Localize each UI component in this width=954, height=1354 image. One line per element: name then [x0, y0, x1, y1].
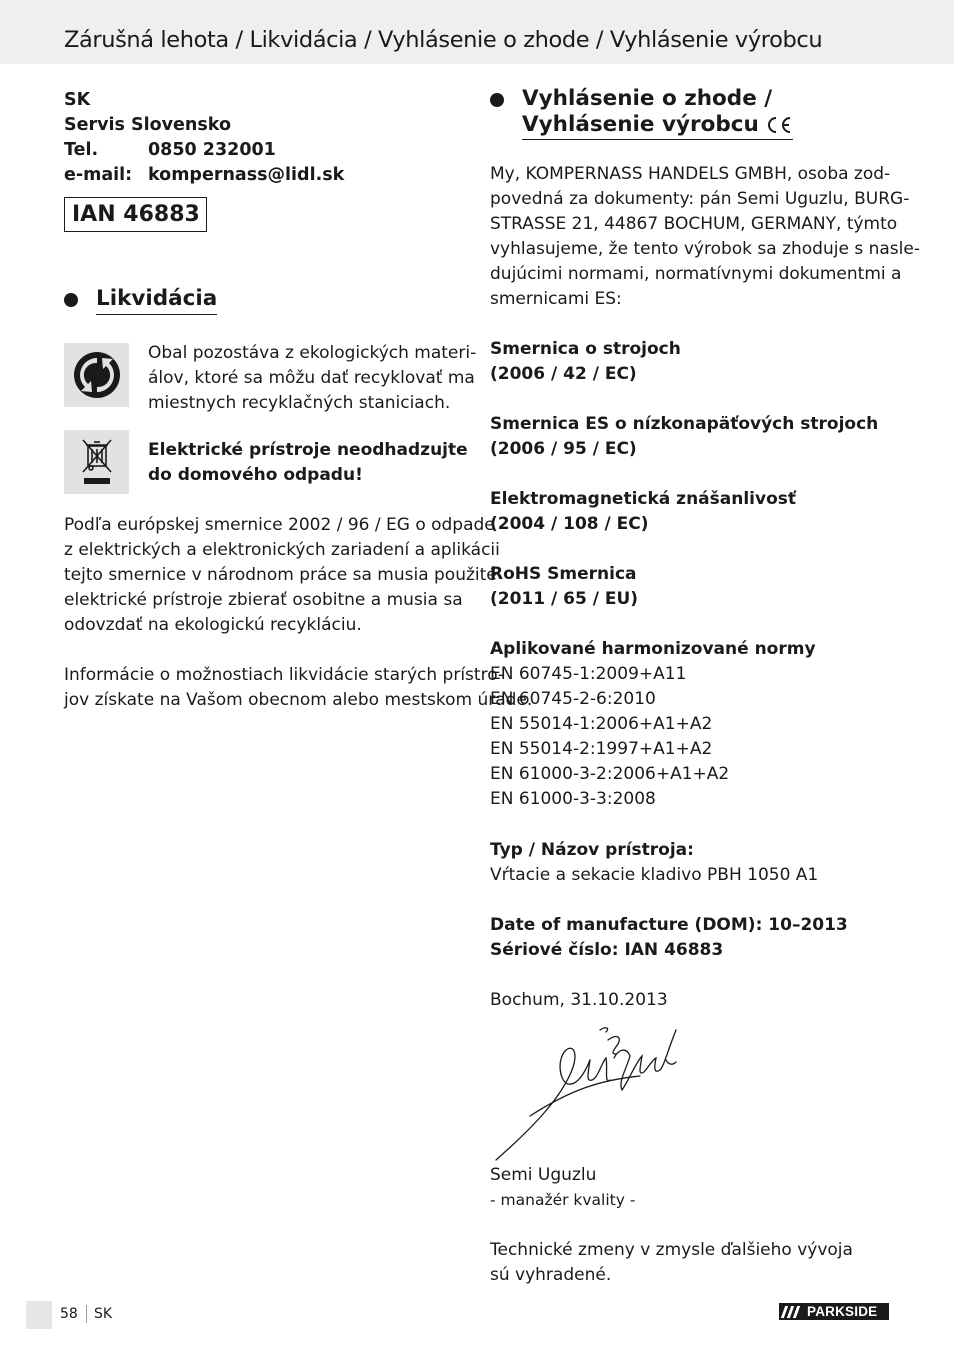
crossed-bin-icon	[64, 430, 129, 494]
recycling-line: álov, ktoré sa môžu dať recyklovať ma	[148, 368, 475, 388]
brand-stripes-icon	[779, 1303, 807, 1320]
ce-mark-icon	[765, 115, 793, 135]
recycling-icon	[64, 343, 129, 407]
dom-line: Date of manufacture (DOM): 10–2013	[490, 915, 848, 935]
intro-line: povedná za dokumenty: pán Semi Uguzlu, BURG-	[490, 189, 910, 209]
heading-bullet	[64, 293, 78, 307]
tel-label: Tel.	[64, 140, 99, 160]
directive-code: (2006 / 42 / EC)	[490, 364, 637, 384]
conformity-heading-line2: Vyhlásenie výrobcu	[522, 112, 759, 137]
directive-code: (2004 / 108 / EC)	[490, 514, 649, 534]
page-title: Zárušná lehota / Likvidácia / Vyhlásenie o zhode / Vyhlásenie výrobcu	[64, 27, 823, 53]
directive-code: (2006 / 95 / EC)	[490, 439, 637, 459]
weee-warning	[148, 438, 468, 488]
directive-title: Smernica o strojoch	[490, 339, 681, 359]
conformity-heading-line1: Vyhlásenie o zhode /	[522, 86, 773, 111]
recycling-text	[148, 341, 476, 416]
signer	[490, 1163, 635, 1213]
serial-line: Sériové číslo: IAN 46883	[490, 940, 724, 960]
directive-line: tejto smernice v národnom práce sa musia použité	[64, 565, 497, 585]
type-value: Vŕtacie a sekacie kladivo PBH 1050 A1	[490, 865, 819, 885]
footer-divider	[86, 1305, 87, 1323]
norm-item: EN 61000-3-2:2006+A1+A2	[490, 764, 730, 784]
norm-item: EN 55014-2:1997+A1+A2	[490, 739, 713, 759]
recycling-line: Obal pozostáva z ekologických materi-	[148, 343, 477, 363]
weee-line: do domového odpadu!	[148, 465, 363, 485]
intro-line: vyhlasujeme, že tento výrobok sa zhoduje s nasle-	[490, 239, 920, 259]
directive-machinery	[490, 337, 681, 387]
norm-item: EN 55014-1:2006+A1+A2	[490, 714, 713, 734]
info-line: Informácie o možnostiach likvidácie starých prístro-	[64, 665, 505, 685]
contact-service: Servis Slovensko	[64, 115, 231, 135]
intro-line: STRASSE 21, 44867 BOCHUM, GERMANY, týmto	[490, 214, 898, 234]
norm-item: EN 61000-3-3:2008	[490, 789, 656, 809]
weee-line: Elektrické prístroje neodhadzujte	[148, 440, 468, 460]
recycling-line: miestnych recyklačných staniciach.	[148, 393, 451, 413]
norm-item: EN 60745-2-6:2010	[490, 689, 656, 709]
type-label: Typ / Názov prístroja:	[490, 840, 694, 860]
directive-rohs	[490, 562, 638, 612]
footer-marker	[26, 1301, 52, 1329]
tel-value: 0850 232001	[148, 140, 276, 160]
technical-changes-note	[490, 1238, 853, 1288]
directive-line: elektrické prístroje zbierať osobitne a musia sa	[64, 590, 463, 610]
disposal-heading-text: Likvidácia	[96, 286, 218, 311]
contact-country: SK	[64, 90, 91, 110]
signer-name: Semi Uguzlu	[490, 1165, 597, 1185]
intro-line: smernicami ES:	[490, 289, 622, 309]
footnote-line: Technické zmeny v zmysle ďalšieho vývoja	[490, 1240, 853, 1260]
harmonized-norms	[490, 637, 816, 812]
norm-item: EN 60745-1:2009+A11	[490, 664, 687, 684]
directive-line: Podľa európskej smernice 2002 / 96 / EG o odpade	[64, 515, 495, 535]
manufacture-info	[490, 913, 848, 963]
brand-logo	[779, 1303, 889, 1320]
info-line: jov získate na Vašom obecnom alebo mestskom úrade.	[64, 690, 533, 710]
device-type	[490, 838, 818, 888]
directive-code: (2011 / 65 / EU)	[490, 589, 639, 609]
service-contact	[64, 88, 344, 188]
brand-name: PARKSIDE	[807, 1304, 878, 1319]
directive-emc	[490, 487, 796, 537]
directive-line: odovzdať na ekologickú recykláciu.	[64, 615, 362, 635]
conformity-intro	[490, 162, 920, 312]
signature	[490, 1020, 700, 1165]
signer-role: - manažér kvality -	[490, 1191, 636, 1209]
norms-title: Aplikované harmonizované normy	[490, 639, 816, 659]
directive-title: Smernica ES o nízkonapäťových strojoch	[490, 414, 879, 434]
email-label: e-mail:	[64, 165, 133, 185]
intro-line: dujúcimi normami, normatívnymi dokumentmi a	[490, 264, 902, 284]
page-number: 58	[60, 1306, 78, 1322]
intro-line: My, KOMPERNASS HANDELS GMBH, osoba zod-	[490, 164, 891, 184]
conformity-heading	[490, 86, 793, 140]
directive-paragraph	[64, 513, 500, 638]
directive-low-voltage	[490, 412, 878, 462]
directive-title: RoHS Smernica	[490, 564, 637, 584]
directive-line: z elektrických a elektronických zariadení a aplikácii	[64, 540, 500, 560]
footer-language: SK	[94, 1306, 113, 1322]
info-paragraph	[64, 663, 532, 713]
footnote-line: sú vyhradené.	[490, 1265, 612, 1285]
ian-box: IAN 46883	[64, 197, 207, 232]
place-date: Bochum, 31.10.2013	[490, 990, 668, 1010]
email-value: kompernass@lidl.sk	[148, 165, 345, 185]
disposal-heading	[64, 286, 217, 315]
heading-bullet	[490, 93, 504, 107]
directive-title: Elektromagnetická znášanlivosť	[490, 489, 796, 509]
